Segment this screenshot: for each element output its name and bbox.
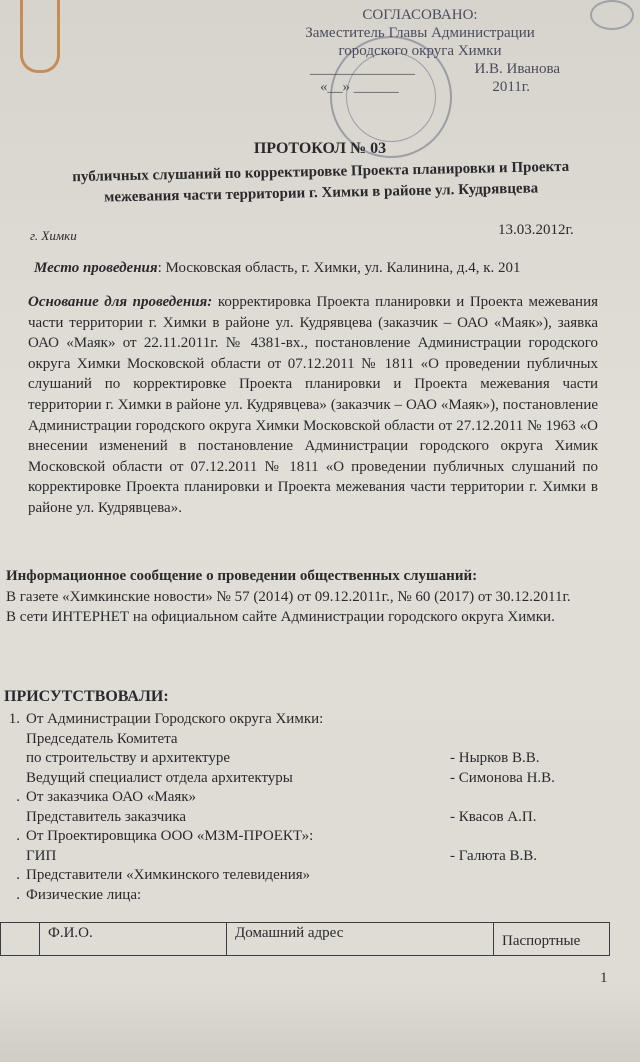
basis-paragraph (28, 292, 598, 519)
document-city: г. Химки (30, 228, 77, 243)
present-list (0, 710, 600, 905)
list-item: 1. От Администрации Городского округа Химки: (8, 711, 324, 727)
basis-text: корректировка Проекта планировки и Проекта межевания части территории г. Химки в районе ул. Кудрявцева (заказчик – ОАО «Маяк»), заявка ОАО «Маяк» от 22.11.2011г. № 4381-вх., постановление Администрации городского округа Химки Московской области от 07.12.2011 № 1811 «О проведении публичных слушаний по корректировке Проекта планировки и Проекта межевания части территории г. Химки в районе ул. Кудрявцева» (заказчик – ОАО «Маяк»), постановление Администрации городского округа Химки Московской области от 27.12.2011 № 1963 «О внесении изменений в постановление Администрации городского округа Химик Московской области от 07.12.2011 № 1811 «О проведении публичных слушаний по корректировке Проекта планировки и Проекта межевания части территории г. Химки в районе ул. Кудрявцева». (28, 294, 598, 516)
approval-signature-row (280, 60, 560, 78)
approval-block (280, 6, 560, 96)
table-header-address: Домашний адрес (227, 923, 494, 956)
list-item: ГИП - Галюта В.В. (26, 847, 537, 864)
document-date: 13.03.2012г. (498, 222, 574, 238)
place-text: : Московская область, г. Химки, ул. Калинина, д.4, к. 201 (157, 260, 521, 276)
list-item: Председатель Комитета (26, 730, 178, 747)
table-header-num (1, 923, 40, 956)
approval-heading: СОГЛАСОВАНО: (362, 7, 478, 23)
list-item: . Физические лица: (16, 886, 142, 903)
corner-stamp-mark (590, 0, 634, 30)
approval-signatory: И.В. Иванова (474, 61, 560, 77)
list-item: . От Проектировщика ООО «МЗМ-ПРОЕКТ»: (16, 828, 314, 844)
info-internet: В сети ИНТЕРНЕТ на официальном сайте Администрации городского округа Химки. (6, 609, 555, 626)
approval-position: Заместитель Главы Администрации (305, 25, 535, 41)
table-header-row (1, 923, 610, 956)
approval-year: 2011г. (492, 79, 530, 95)
approval-date-blank: «__» ______ (320, 79, 399, 95)
info-label: Информационное сообщение о проведении общественных слушаний: (6, 568, 478, 584)
approval-date-row (280, 78, 560, 96)
page-number: 1 (600, 970, 608, 986)
info-paragraph (6, 566, 596, 628)
list-item: . Представители «Химкинского телевидения» (16, 867, 311, 883)
page-subtitle: публичных слушаний по корректировке Проекта планировки и Проекта межевания части территории г. Химки в районе ул. Кудрявцева (72, 158, 570, 206)
list-item: Ведущий специалист отдела архитектуры - Симонова Н.В. (26, 769, 555, 786)
present-heading: ПРИСУТСТВОВАЛИ: (4, 688, 169, 705)
list-item: Представитель заказчика - Квасов А.П. (26, 808, 537, 825)
approval-org: городского округа Химки (338, 43, 502, 59)
place-paragraph (34, 258, 594, 279)
persons-table (0, 922, 610, 956)
basis-label: Основание для проведения: (28, 294, 213, 310)
list-item: . От заказчика ОАО «Маяк» (16, 789, 197, 805)
table-header-passport: Паспортные (494, 923, 610, 956)
place-label: Место проведения (34, 260, 158, 276)
signature-line: ______________ (310, 61, 415, 77)
paper-clip (20, 0, 60, 73)
list-item: по строительству и архитектуре - Нырков В.В. (26, 750, 540, 766)
page-title: ПРОТОКОЛ № 03 (253, 140, 387, 157)
bottom-shadow (0, 990, 640, 1062)
info-newspaper: В газете «Химкинские новости» № 57 (2014) от 09.12.2011г., № 60 (2017) от 30.12.2011г. (6, 588, 571, 605)
table-header-name: Ф.И.О. (40, 923, 227, 956)
